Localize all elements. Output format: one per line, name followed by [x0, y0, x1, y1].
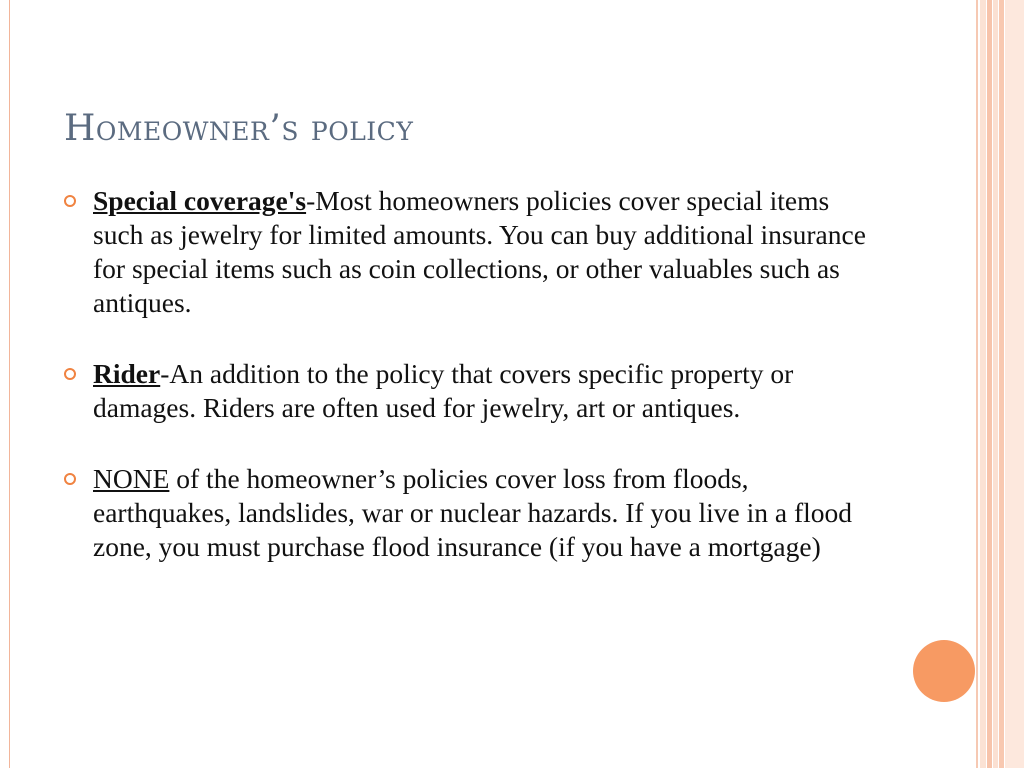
bullet-text: of the homeowner’s policies cover loss from floods, earthquakes, landslides, war or nuclear hazards. If you live in a flood zone, you must purchase flood insurance (if you have a mortgage) — [93, 463, 853, 562]
slide-title: Homeowner’s policy — [64, 108, 414, 149]
right-stripe-2 — [980, 0, 986, 768]
decorative-orange-circle — [913, 640, 975, 702]
right-stripe-1 — [976, 0, 978, 768]
bullet-none — [64, 462, 884, 564]
bullet-marker-icon — [64, 368, 76, 380]
bullet-term: Special coverage's — [93, 185, 307, 216]
right-stripe-5 — [999, 0, 1004, 768]
left-border-line — [9, 0, 10, 768]
bullet-term: NONE — [93, 463, 170, 494]
right-stripe-4 — [993, 0, 998, 768]
bullet-rider — [64, 357, 884, 425]
bullet-text: -Most homeowners policies cover special items such as jewelry for limited amounts. You can buy additional insurance for special items such as coin collections, or other valuables such as antiques. — [93, 185, 866, 318]
bullet-list — [64, 184, 884, 601]
bullet-marker-icon — [64, 195, 76, 207]
bullet-special-coverage — [64, 184, 884, 320]
bullet-marker-icon — [64, 473, 76, 485]
right-stripe-6 — [1005, 0, 1024, 768]
right-stripe-3 — [987, 0, 992, 768]
bullet-text: -An addition to the policy that covers specific property or damages. Riders are often used for jewelry, art or antiques. — [93, 358, 794, 423]
bullet-term: Rider — [93, 358, 161, 389]
